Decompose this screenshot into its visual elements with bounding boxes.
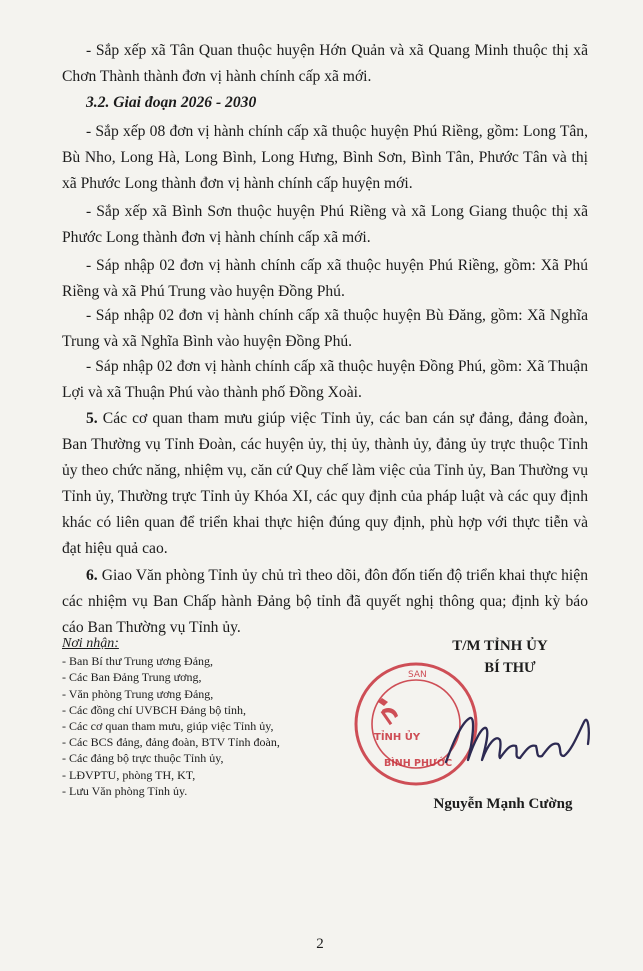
signer-role: BÍ THƯ <box>484 660 536 676</box>
recipient-item: - Các BCS đảng, đảng đoàn, BTV Tỉnh đoàn, <box>62 735 280 750</box>
recipient-item: - LĐVPTU, phòng TH, KT, <box>62 767 196 782</box>
recipients-list <box>62 636 382 799</box>
section-heading: 3.2. Giai đoạn 2026 - 2030 <box>86 94 257 111</box>
item-number-6: 6. <box>86 567 98 584</box>
recipient-item: - Các đồng chí UVBCH Đảng bộ tỉnh, <box>62 702 246 717</box>
signing-authority: T/M TỈNH ỦY <box>452 638 548 654</box>
paragraph-6: - Sáp nhập 02 đơn vị hành chính cấp xã thuộc huyện Đồng Phú, gồm: Xã Thuận Lợi và xã Thuận Phú vào thành phố Đồng Xoài. <box>62 358 588 401</box>
paragraph-3: - Sắp xếp xã Bình Sơn thuộc huyện Phú Riềng và xã Long Giang thuộc thị xã Phước Long thành đơn vị hành chính cấp xã mới. <box>62 203 588 246</box>
recipient-item: - Lưu Văn phòng Tỉnh ủy. <box>62 783 188 798</box>
signer-name: Nguyễn Mạnh Cường <box>433 796 573 812</box>
recipient-item: - Các cơ quan tham mưu, giúp việc Tỉnh ủy, <box>62 719 274 734</box>
paragraph-7 <box>62 406 588 562</box>
paragraph-4: - Sáp nhập 02 đơn vị hành chính cấp xã thuộc huyện Phú Riềng, gồm: Xã Phú Riềng và xã Phú Trung vào huyện Đồng Phú. <box>62 257 588 300</box>
recipient-item: - Các đảng bộ trực thuộc Tỉnh ủy, <box>62 751 224 766</box>
seal-text-left: TỈNH ỦY <box>374 732 421 743</box>
recipient-item: - Các Ban Đảng Trung ương, <box>62 670 202 685</box>
recipients-title: Nơi nhận: <box>62 636 119 651</box>
paragraph-7-text: Các cơ quan tham mưu giúp việc Tỉnh ủy, các ban cán sự đảng, đảng đoàn, Ban Thường vụ Tỉnh Đoàn, các huyện ủy, thị ủy, thành ủy, đảng ủy trực thuộc Tỉnh ủy theo chức năng, nhiệm vụ, căn cứ Quy chế làm việc của Tỉnh ủy, Ban Thường vụ Tỉnh ủy, Thường trực Tỉnh ủy Khóa XI, các quy định của pháp luật và các quy định khác có liên quan để triển khai thực hiện đúng quy định, phù hợp với thực tiễn và đạt hiệu quả cao. <box>62 410 588 557</box>
seal-text-bottom: BÌNH PHƯỚC <box>384 758 453 769</box>
paragraph-5: - Sáp nhập 02 đơn vị hành chính cấp xã thuộc huyện Bù Đăng, gồm: Xã Nghĩa Trung và xã Nghĩa Bình vào huyện Đồng Phú. <box>62 307 588 350</box>
paragraph-8-text: Giao Văn phòng Tỉnh ủy chủ trì theo dõi, đôn đốn tiến độ triển khai thực hiện các nhiệm vụ Ban Chấp hành Đảng bộ tỉnh đã quyết nghị thông qua; định kỳ báo cáo Ban Thường vụ Tỉnh ủy. <box>62 567 588 636</box>
page-number: 2 <box>316 936 324 952</box>
recipient-item: - Văn phòng Trung ương Đảng, <box>62 686 214 701</box>
recipient-item: - Ban Bí thư Trung ương Đảng, <box>62 654 214 669</box>
handwritten-signature-icon <box>440 700 600 780</box>
paragraph-2: - Sắp xếp 08 đơn vị hành chính cấp xã thuộc huyện Phú Riềng, gồm: Long Tân, Bù Nho, Long Hà, Long Bình, Long Hưng, Bình Sơn, Bình Tân, Phước Tân và thị xã Phước Long thành đơn vị hành chính cấp huyện mới. <box>62 123 588 192</box>
item-number-5: 5. <box>86 410 98 427</box>
paragraph-1: - Sắp xếp xã Tân Quan thuộc huyện Hớn Quản và xã Quang Minh thuộc thị xã Chơn Thành thành đơn vị hành chính cấp xã mới. <box>62 42 588 85</box>
paragraph-8 <box>62 563 588 641</box>
seal-text-top: SAN <box>408 670 427 680</box>
